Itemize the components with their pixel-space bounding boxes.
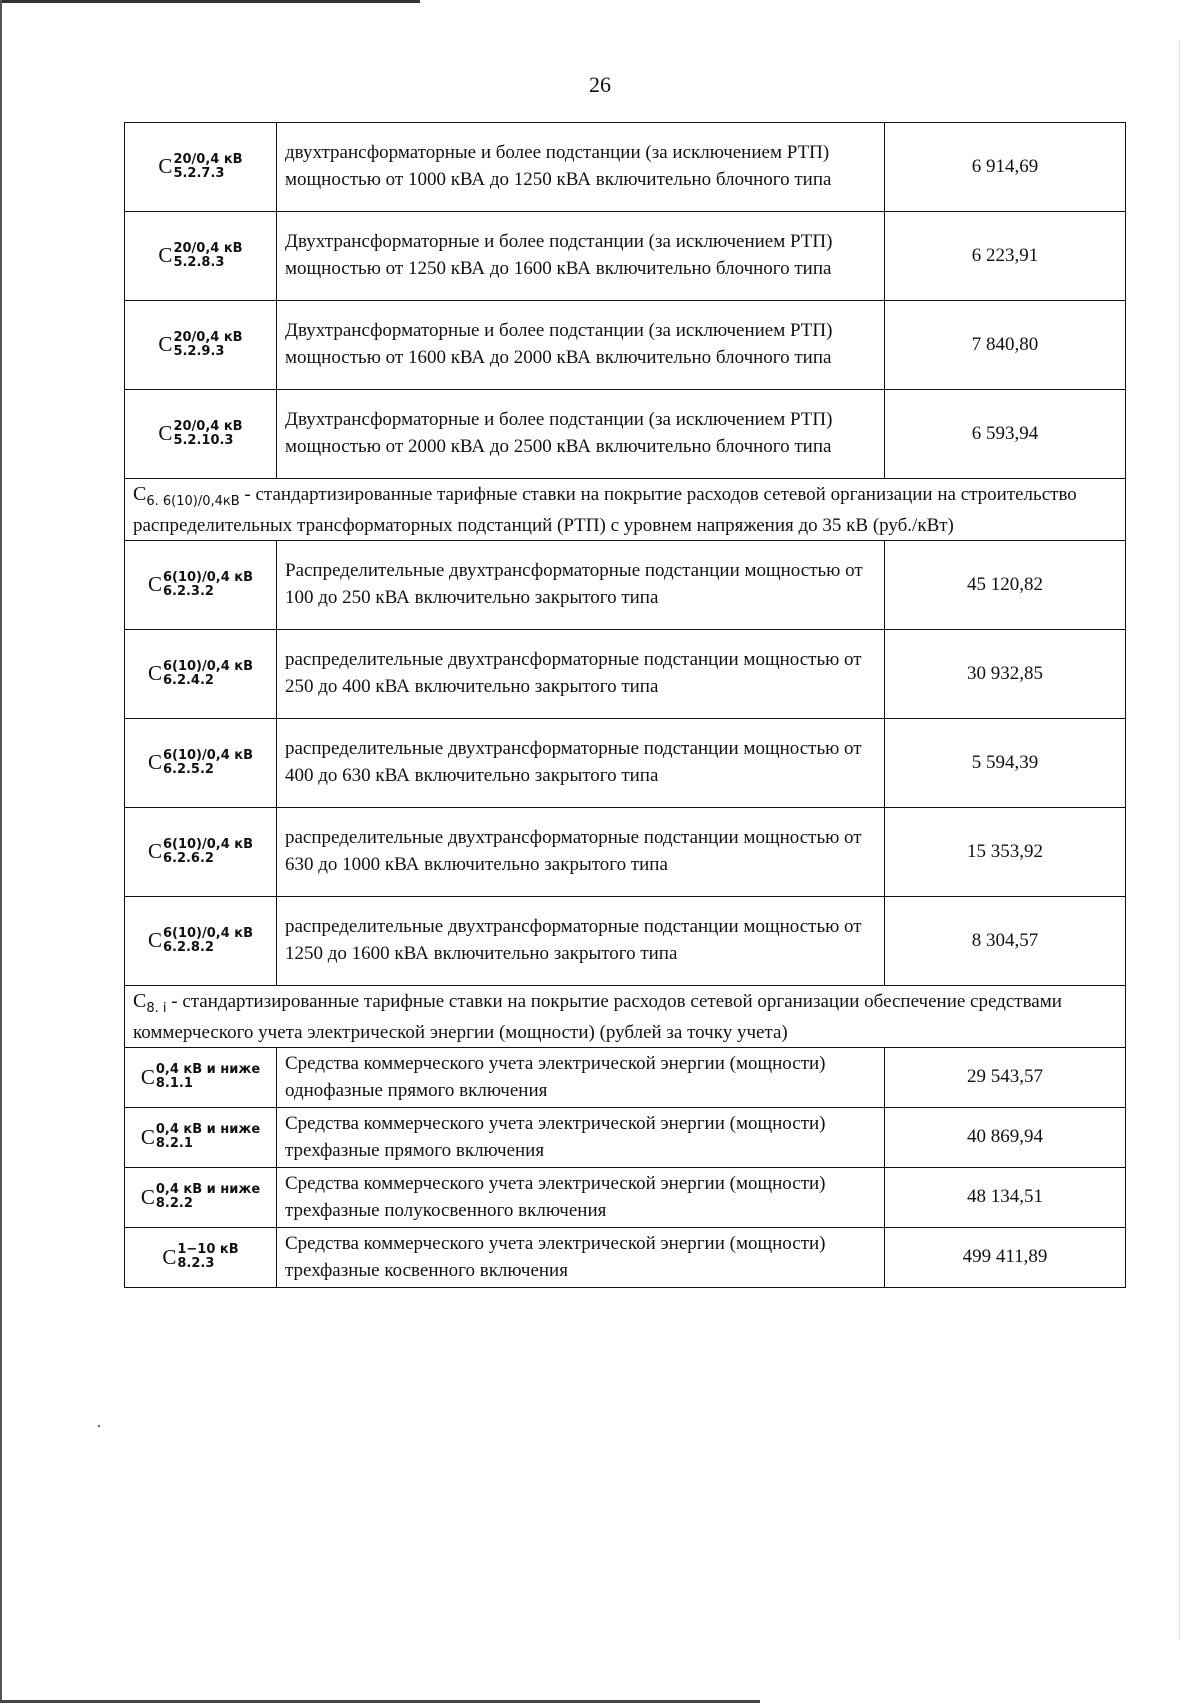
rate-index: 8.1.1 — [155, 1076, 193, 1092]
rate-symbol: C 20/0,4 кВ 5.2.9.3 — [158, 329, 243, 359]
rate-voltage: 0,4 кВ и ниже — [155, 1122, 261, 1138]
rate-description: распределительные двухтрансформаторные подстанции мощностью от 400 до 630 кВА включительно закрытого типа — [277, 719, 885, 808]
rate-value: 40 869,94 — [885, 1108, 1126, 1168]
page-number: 26 — [589, 72, 611, 97]
rate-description: Средства коммерческого учета электрической энергии (мощности) трехфазные косвенного включения — [277, 1228, 885, 1288]
rate-code — [125, 123, 277, 212]
scan-speck — [98, 1425, 100, 1427]
rate-value: 48 134,51 — [885, 1168, 1126, 1228]
rate-voltage: 6(10)/0,4 кВ — [162, 658, 254, 674]
rate-index: 8.2.2 — [155, 1196, 193, 1212]
rate-value: 6 223,91 — [885, 212, 1126, 301]
rate-description: Двухтрансформаторные и более подстанции (за исключением РТП) мощностью от 1600 кВА до 2000 кВА включительно блочного типа — [277, 301, 885, 390]
rate-value: 30 932,85 — [885, 630, 1126, 719]
rate-index: 5.2.10.3 — [173, 432, 234, 448]
rate-symbol: C 0,4 кВ и ниже 8.1.1 — [140, 1062, 261, 1092]
rate-code — [125, 630, 277, 719]
rate-index: 6.2.5.2 — [162, 761, 214, 777]
rate-value: 5 594,39 — [885, 719, 1126, 808]
table-row — [125, 1228, 1126, 1288]
table-row — [125, 897, 1126, 986]
table-row — [125, 212, 1126, 301]
rate-symbol: C 6(10)/0,4 кВ 6.2.8.2 — [147, 925, 254, 955]
rate-voltage: 6(10)/0,4 кВ — [162, 569, 254, 585]
rate-index: 5.2.7.3 — [173, 165, 225, 181]
table-row — [125, 123, 1126, 212]
section-header: $C_{8. i}$ - стандартизированные тарифные ставки на покрытие расходов сетевой организации обеспечение средствами коммерческого учета электрической энергии (мощности) (рублей за точку учета) — [125, 986, 1126, 1048]
rate-value: 499 411,89 — [885, 1228, 1126, 1288]
rate-description: распределительные двухтрансформаторные подстанции мощностью от 250 до 400 кВА включительно закрытого типа — [277, 630, 885, 719]
rate-value: 15 353,92 — [885, 808, 1126, 897]
rate-index: 6.2.6.2 — [162, 850, 214, 866]
rate-symbol: C 6(10)/0,4 кВ 6.2.5.2 — [147, 747, 254, 777]
scan-edge-top — [0, 0, 420, 3]
rate-symbol: C 0,4 кВ и ниже 8.2.2 — [140, 1182, 261, 1212]
rate-description: Двухтрансформаторные и более подстанции (за исключением РТП) мощностью от 1250 кВА до 1600 кВА включительно блочного типа — [277, 212, 885, 301]
rate-description: Средства коммерческого учета электрической энергии (мощности) однофазные прямого включения — [277, 1048, 885, 1108]
rate-value: 8 304,57 — [885, 897, 1126, 986]
rate-index: 8.2.3 — [177, 1256, 215, 1272]
tariff-table — [124, 122, 1126, 1288]
tariff-table-body — [125, 123, 1126, 1288]
rate-code — [125, 390, 277, 479]
table-row — [125, 719, 1126, 808]
rate-code — [125, 1048, 277, 1108]
scan-edge-left — [0, 0, 2, 1703]
rate-code — [125, 808, 277, 897]
rate-code — [125, 719, 277, 808]
rate-value: 6 593,94 — [885, 390, 1126, 479]
table-row — [125, 541, 1126, 630]
rate-description: двухтрансформаторные и более подстанции (за исключением РТП) мощностью от 1000 кВА до 1250 кВА включительно блочного типа — [277, 123, 885, 212]
rate-description: Средства коммерческого учета электрической энергии (мощности) трехфазные прямого включения — [277, 1108, 885, 1168]
rate-index: 6.2.3.2 — [162, 583, 214, 599]
rate-code — [125, 1108, 277, 1168]
table-row — [125, 390, 1126, 479]
rate-voltage: 0,4 кВ и ниже — [155, 1182, 261, 1198]
rate-voltage: 20/0,4 кВ — [173, 418, 243, 434]
rate-index: 5.2.9.3 — [173, 343, 225, 359]
rate-symbol: C 20/0,4 кВ 5.2.8.3 — [158, 240, 243, 270]
rate-voltage: 6(10)/0,4 кВ — [162, 925, 254, 941]
rate-code — [125, 541, 277, 630]
rate-code — [125, 1228, 277, 1288]
section-header: $C_{6. 6(10)/0,4кВ}$ - стандартизированные тарифные ставки на покрытие расходов сетевой организации на строительство распределительных трансформаторных подстанций (РТП) с уровнем напряжения до 35 кВ (руб./кВт) — [125, 479, 1126, 541]
section-header-row — [125, 479, 1126, 541]
rate-symbol: C 20/0,4 кВ 5.2.10.3 — [158, 418, 243, 448]
rate-code — [125, 301, 277, 390]
rate-description: распределительные двухтрансформаторные подстанции мощностью от 1250 до 1600 кВА включительно закрытого типа — [277, 897, 885, 986]
table-row — [125, 1108, 1126, 1168]
rate-value: 29 543,57 — [885, 1048, 1126, 1108]
rate-symbol: C 6(10)/0,4 кВ 6.2.3.2 — [147, 569, 254, 599]
rate-index: 8.2.1 — [155, 1136, 193, 1152]
rate-index: 6.2.8.2 — [162, 939, 214, 955]
table-row — [125, 301, 1126, 390]
rate-voltage: 20/0,4 кВ — [173, 329, 243, 345]
rate-value: 7 840,80 — [885, 301, 1126, 390]
rate-code — [125, 1168, 277, 1228]
rate-value: 6 914,69 — [885, 123, 1126, 212]
rate-value: 45 120,82 — [885, 541, 1126, 630]
rate-description: Распределительные двухтрансформаторные подстанции мощностью от 100 до 250 кВА включительно закрытого типа — [277, 541, 885, 630]
scan-edge-right — [1179, 40, 1180, 1640]
rate-index: 5.2.8.3 — [173, 254, 225, 270]
rate-symbol: C 6(10)/0,4 кВ 6.2.4.2 — [147, 658, 254, 688]
rate-index: 6.2.4.2 — [162, 672, 214, 688]
rate-voltage: 0,4 кВ и ниже — [155, 1062, 261, 1078]
rate-description: распределительные двухтрансформаторные подстанции мощностью от 630 до 1000 кВА включительно закрытого типа — [277, 808, 885, 897]
rate-voltage: 1−10 кВ — [177, 1242, 239, 1258]
rate-voltage: 6(10)/0,4 кВ — [162, 747, 254, 763]
rate-symbol: C 0,4 кВ и ниже 8.2.1 — [140, 1122, 261, 1152]
rate-voltage: 20/0,4 кВ — [173, 151, 243, 167]
rate-voltage: 20/0,4 кВ — [173, 240, 243, 256]
rate-description: Средства коммерческого учета электрической энергии (мощности) трехфазные полукосвенного включения — [277, 1168, 885, 1228]
rate-symbol: C 20/0,4 кВ 5.2.7.3 — [158, 151, 243, 181]
rate-code — [125, 212, 277, 301]
rate-code — [125, 897, 277, 986]
rate-voltage: 6(10)/0,4 кВ — [162, 836, 254, 852]
section-header-row — [125, 986, 1126, 1048]
table-row — [125, 630, 1126, 719]
table-row — [125, 1168, 1126, 1228]
rate-description: Двухтрансформаторные и более подстанции (за исключением РТП) мощностью от 2000 кВА до 2500 кВА включительно блочного типа — [277, 390, 885, 479]
table-row — [125, 1048, 1126, 1108]
table-row — [125, 808, 1126, 897]
rate-symbol: C 1−10 кВ 8.2.3 — [162, 1242, 239, 1272]
rate-symbol: C 6(10)/0,4 кВ 6.2.6.2 — [147, 836, 254, 866]
